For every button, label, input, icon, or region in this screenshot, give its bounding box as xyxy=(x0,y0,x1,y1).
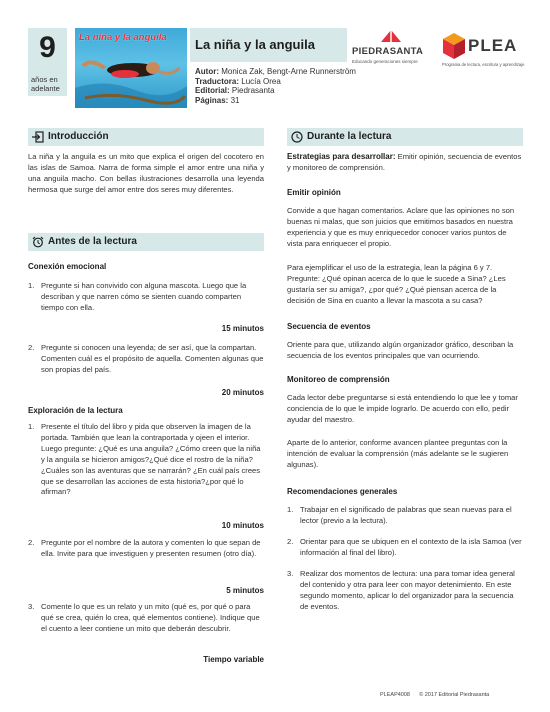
item-number: 1. xyxy=(287,505,294,514)
piedrasanta-name: PIEDRASANTA xyxy=(352,46,424,57)
age-label: años en adelante xyxy=(31,75,60,93)
monitor-paragraph-1: Cada lector debe preguntarse si está entendiendo lo que lee y tomar conciencia de lo que le impide lograrlo. De acuerdo con ello, pedir ayudar del maestro. xyxy=(287,393,518,424)
monitor-title: Monitoreo de comprensión xyxy=(287,375,390,384)
piedrasanta-book-icon xyxy=(379,28,403,44)
item-text: Presente el título del libro y pida que observen la imagen de la portada. También que lean la contraportada y ojeen el interior. Luego pregunte: ¿Qué es una anguila? ¿Cómo creen que la niña y la anguila se hicieron amigos?¿Qué dice el rostro de la niña? ¿Cuáles son las aventuras que se narrarán? ¿En cuál país crees que se desarrollan las acciones de esta historia?¿por qué lo afirman? xyxy=(41,422,261,497)
item-number: 1. xyxy=(28,281,35,290)
during-header xyxy=(287,128,523,146)
strategies-text xyxy=(287,152,523,174)
exploration-item-2-time: 5 minutos xyxy=(226,586,264,595)
item-text: Pregunte por el nombre de la autora y comenten lo que sepan de ella. Invite para que investiguen y presenten resumen (otro día). xyxy=(41,538,261,558)
opinion-paragraph-1: Convide a que hagan comentarios. Aclare que las opiniones no son buenas ni malas, que son juicios que emitimos basados en nuestra experiencia y que es muy enriquecedor conocer varios puntos de vista para enriquecer el propio. xyxy=(287,206,515,248)
item-number: 2. xyxy=(28,538,35,547)
clock-icon xyxy=(291,131,303,143)
item-text: Trabajar en el significado de palabras que sean nuevas para el lector (previo a la lectura). xyxy=(300,505,512,525)
author-label: Autor: xyxy=(195,67,219,76)
item-number: 2. xyxy=(28,343,35,352)
item-number: 3. xyxy=(28,602,35,611)
publisher-label: Editorial: xyxy=(195,86,230,96)
emotional-item-2-time: 20 minutos xyxy=(221,388,264,397)
emotional-title: Conexión emocional xyxy=(28,262,107,271)
alarm-clock-icon xyxy=(32,236,44,248)
publisher-line xyxy=(195,86,356,96)
exploration-title: Exploración de la lectura xyxy=(28,406,123,415)
strategies-label: Estrategias para desarrollar: xyxy=(287,152,396,161)
opinion-title: Emitir opinión xyxy=(287,188,341,197)
book-title: La niña y la anguila xyxy=(195,37,315,52)
translator-value: Lucía Orea xyxy=(241,76,281,86)
plea-name: PLEA xyxy=(468,36,518,55)
item-text: Realizar dos momentos de lectura: una para tomar idea general del contenido y otra para leer con mayor detenimiento. En este segundo momento, aplicar lo del organizador para la secuencia de eventos. xyxy=(300,569,515,611)
author-value: Monica Zak, Bengt-Arne Runnerström xyxy=(221,67,356,76)
plea-logo xyxy=(442,28,527,72)
pages-label: Páginas: xyxy=(195,95,229,105)
translator-line xyxy=(195,77,356,87)
publisher-value: Piedrasanta xyxy=(231,86,275,96)
intro-header xyxy=(28,128,264,146)
intro-text: La niña y la anguila es un mito que explica el origen del cocotero en las islas de Samoa. Narra de forma simple el amor entre una niña y una anguila macho. Con bellas ilustraciones desarrolla una leyenda hermosa que surge del amor entre dos seres muy diferentes. xyxy=(28,152,264,194)
age-number: 9 xyxy=(39,31,56,64)
sequence-text: Oriente para que, utilizando algún organizador gráfico, describan la secuencia de los eventos principales que van ocurriendo. xyxy=(287,340,514,360)
footer-copyright: © 2017 Editorial Piedrasanta xyxy=(419,692,490,698)
sequence-title: Secuencia de eventos xyxy=(287,322,371,331)
exploration-item-1-time: 10 minutos xyxy=(221,521,264,530)
item-number: 2. xyxy=(287,537,294,546)
exploration-item-3-time: Tiempo variable xyxy=(203,655,264,664)
opinion-paragraph-2: Para ejemplificar el uso de la estrategia, lean la página 6 y 7. Pregunte: ¿Qué opinan acerca de lo que le sucede a Sina? ¿Les gustaría ser su amiga?, ¿por qué? ¿Qué piensan acerca de la decisión de Sina en cuanto a llevar la mascota a su casa? xyxy=(287,263,506,305)
plea-slogan: Programa de lectura, escritura y aprendizaje xyxy=(442,62,525,67)
book-metadata xyxy=(195,67,356,105)
item-text: Orientar para que se ubiquen en el contexto de la isla Samoa (ver información al final del libro). xyxy=(300,537,522,557)
pages-value: 31 xyxy=(230,95,240,105)
item-text: Comente lo que es un relato y un mito (qué es, por qué o para qué se crea, quién lo crea, qué elementos contiene). Indique que el cuento a leer contiene un mito que deberán descubrir. xyxy=(41,602,260,633)
pages-line xyxy=(195,96,356,106)
before-title: Antes de la lectura xyxy=(48,236,137,247)
footer xyxy=(380,692,489,698)
age-badge xyxy=(28,28,67,96)
monitor-paragraph-2: Aparte de lo anterior, conforme avancen plantee preguntas con la intención de evaluar la comprensión (más adelante se le sugieren algunas). xyxy=(287,438,509,469)
during-title: Durante la lectura xyxy=(307,131,392,142)
plea-cube-icon xyxy=(442,32,466,60)
intro-title: Introducción xyxy=(48,131,109,142)
book-cover xyxy=(75,28,187,108)
author-line xyxy=(195,67,356,77)
footer-code: PLEAP4008 xyxy=(380,692,410,698)
enter-icon xyxy=(32,131,44,143)
translator-label: Traductora: xyxy=(195,76,240,86)
item-text: Pregunte si conocen una leyenda; de ser así, que la compartan. Comenten cuál es el propósito de aquella. Comenten algunas que son propias del país. xyxy=(41,343,264,374)
emotional-item-1-time: 15 minutos xyxy=(221,324,264,333)
cover-title: La niña y la anguila xyxy=(79,32,167,43)
strategies-body: Emitir opinión, secuencia de eventos y monitoreo de comprensión. xyxy=(287,152,522,172)
item-number: 1. xyxy=(28,422,35,431)
piedrasanta-slogan: Educando generaciones siempre xyxy=(352,59,418,64)
recs-title: Recomendaciones generales xyxy=(287,487,398,496)
item-number: 3. xyxy=(287,569,294,578)
item-text: Pregunte si han convivido con alguna mascota. Luego que la describan y que narren cómo se sienten cuando comparten tiempo con ella. xyxy=(41,281,247,312)
title-bar xyxy=(190,28,347,62)
piedrasanta-logo xyxy=(352,28,432,72)
before-header xyxy=(28,233,264,251)
